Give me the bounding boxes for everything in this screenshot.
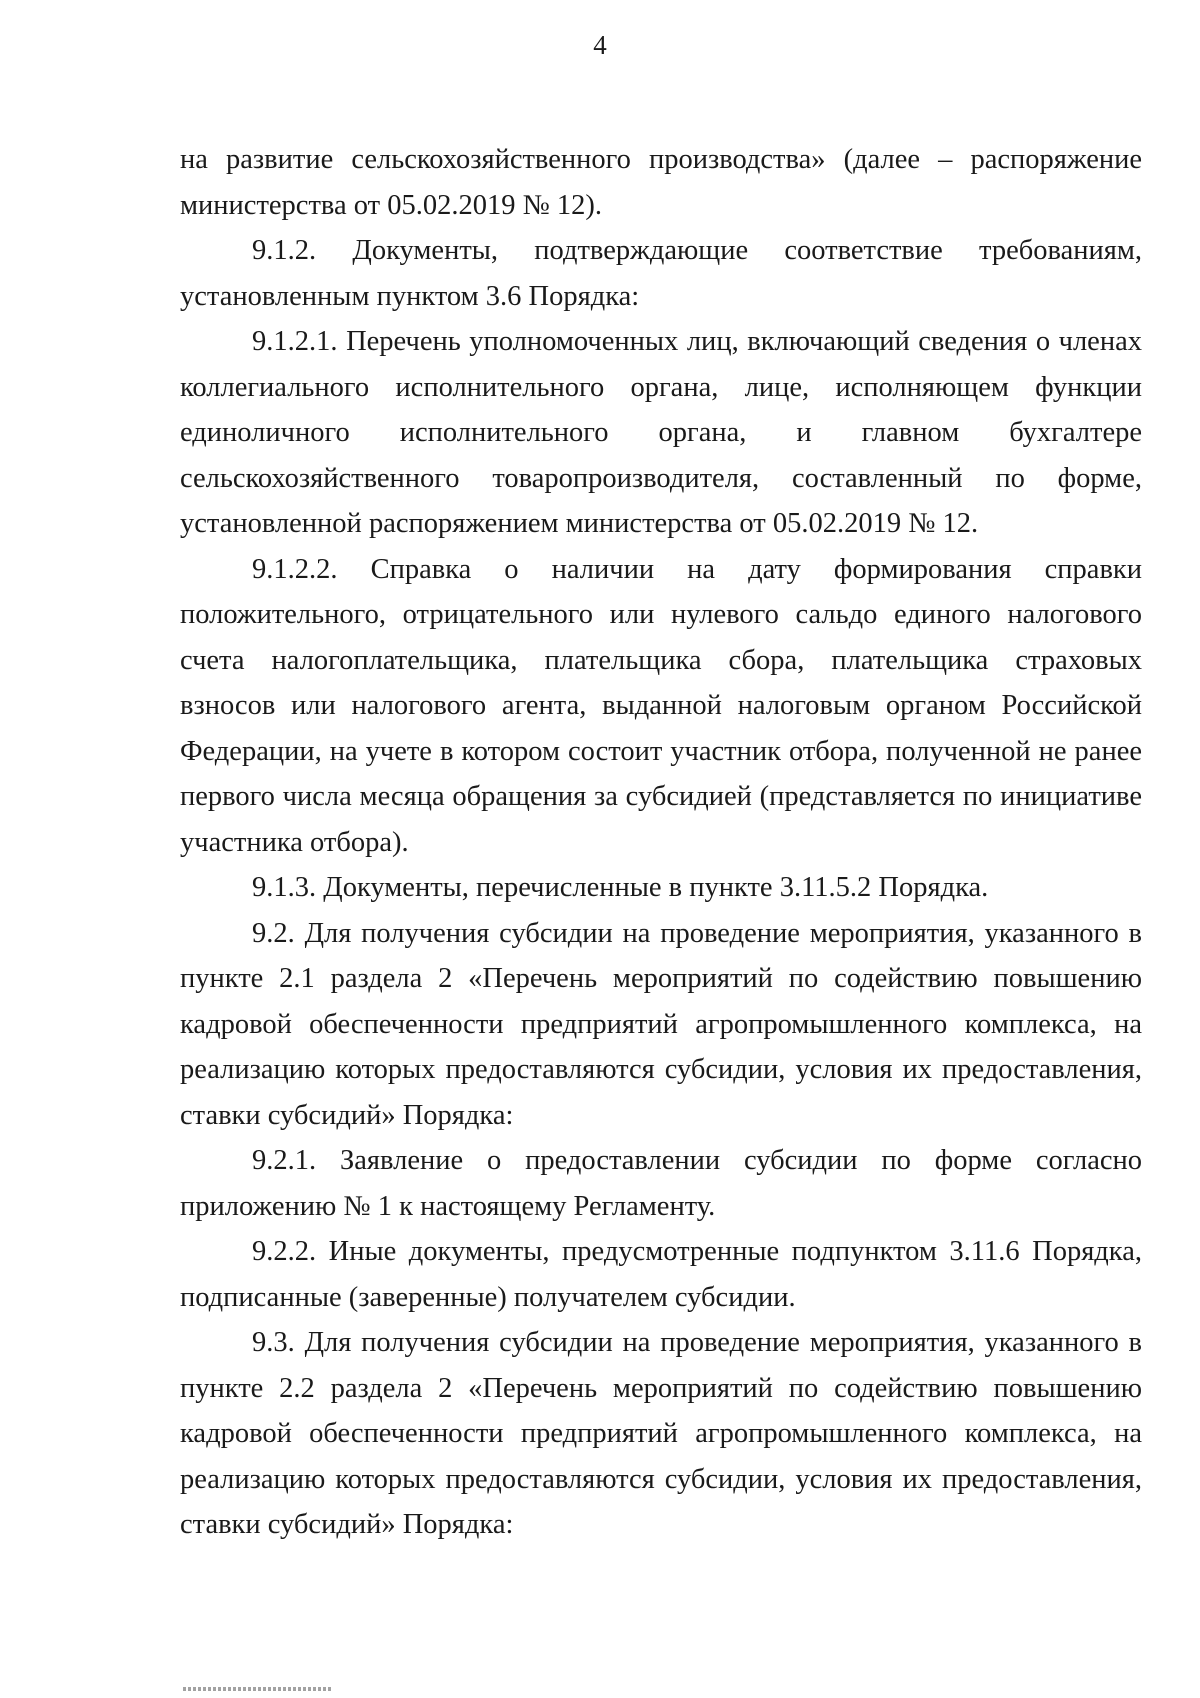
paragraph: 9.3. Для получения субсидии на проведение мероприятия, указанного в пункте 2.2 раздела 2 «Перечень мероприятий по содействию повышению кадровой обеспеченности предприятий агропромышленного комплекса, на реализацию которых предоставляются субсидии, условия их предоставления, ставки субсидий» Порядка: — [180, 1327, 1142, 1540]
paragraph: 9.1.2.2. Справка о наличии на дату формирования справки положительного, отрицательного или нулевого сальдо единого налогового счета налогоплательщика, плательщика сбора, плательщика страховых взносов или налогового агента, выданной налоговым органом Российской Федерации, на учете в котором состоит участник отбора, полученной не ранее первого числа месяца обращения за субсидией (представляется по инициативе участника отбора). — [180, 553, 1142, 858]
paragraph: 9.1.2. Документы, подтверждающие соответствие требованиям, установленным пунктом 3.6 Порядка: — [180, 235, 1142, 312]
page-number: 4 — [593, 30, 607, 60]
paragraph: на развитие сельскохозяйственного производства» (далее – распоряжение министерства от 05.02.2019 № 12). — [180, 144, 1142, 221]
paragraph: 9.1.3. Документы, перечисленные в пункте 3.11.5.2 Порядка. — [252, 872, 989, 903]
paragraph: 9.2.2. Иные документы, предусмотренные подпунктом 3.11.6 Порядка, подписанные (заверенные) получателем субсидии. — [180, 1236, 1142, 1313]
paragraph: 9.2. Для получения субсидии на проведение мероприятия, указанного в пункте 2.1 раздела 2 «Перечень мероприятий по содействию повышению кадровой обеспеченности предприятий агропромышленного комплекса, на реализацию которых предоставляются субсидии, условия их предоставления, ставки субсидий» Порядка: — [180, 917, 1142, 1131]
paragraph: 9.1.2.1. Перечень уполномоченных лиц, включающий сведения о членах коллегиального исполнительного органа, лице, исполняющем функции единоличного исполнительного органа, и главном бухгалтере сельскохозяйственного товаропроизводителя, составленный по форме, установленной распоряжением министерства от 05.02.2019 № 12. — [180, 326, 1142, 539]
scan-artifact-mark — [183, 1687, 333, 1691]
paragraph: 9.2.1. Заявление о предоставлении субсидии по форме согласно приложению № 1 к настоящему Регламенту. — [180, 1145, 1142, 1222]
document-body — [180, 137, 1142, 1548]
